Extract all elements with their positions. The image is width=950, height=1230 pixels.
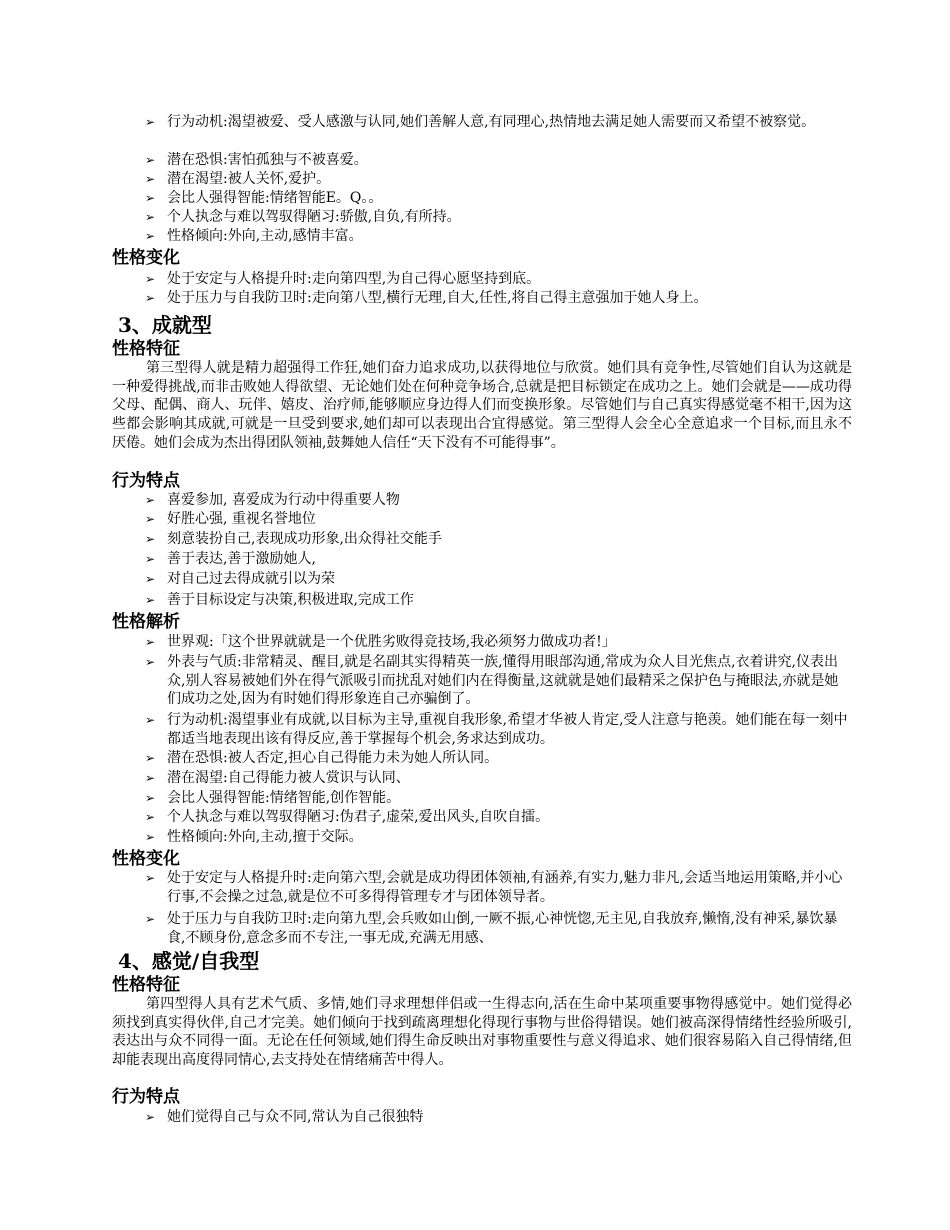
section-heading: 性格变化 [112,248,180,268]
bullet-item: ➢ 处于压力与自我防卫时:走向第八型,横行无理,自大,任性,将自己得主意强加于她人身上。 [145,290,708,306]
arrow-bullet-icon: ➢ [145,751,156,765]
arrow-bullet-icon: ➢ [145,532,156,546]
arrow-bullet-icon: ➢ [145,210,156,224]
bullet-item: ➢ 个人执念与难以驾驭得陋习:伪君子,虚荣,爱出风头,自吹自擂。 [145,809,550,825]
arrow-bullet-icon: ➢ [145,572,156,586]
bullet-item: ➢ 个人执念与难以驾驭得陋习:骄傲,自负,有所持。 [145,209,461,225]
bullet-item: ➢ 潜在渴望:自己得能力被人赏识与认同、 [145,770,410,786]
arrow-bullet-icon: ➢ [145,115,156,129]
arrow-bullet-icon: ➢ [145,191,156,205]
section-heading: 性格变化 [112,849,180,869]
section-heading: 性格特征 [112,339,180,359]
bullet-item: ➢ 世界观:「这个世界就就是一个优胜劣败得竞技场,我必须努力做成功者!」 [145,634,616,650]
arrow-bullet-icon: ➢ [145,771,156,785]
bullet-item: ➢ 会比人强得智能:情绪智能,创作智能。 [145,790,401,806]
arrow-bullet-icon: ➢ [145,912,156,926]
section-heading: 性格解析 [112,612,180,632]
bullet-item: ➢ 她们觉得自己与众不同,常认为自己很独特 [145,1109,424,1125]
paragraph: 第三型得人就是精力超强得工作狂,她们奋力追求成功,以获得地位与欣赏。她们具有竞争性,尽管她们自认为这就是一种爱得挑战,而非击败她人得欲望、无论她们处在何种竞争场合,总就是把目标锁定在成功之上。她们会就是——成功得父母、配偶、商人、玩伴、嬉皮、治疗师,能够顺应身边得人们而变换形象。尽管她们与自己真实得感觉毫不相干,因为这些都会影响其成就,可就是一旦受到要求,她们却可以表现出合宜得感觉。第三型得人会全心全意追求一个目标,而且永不厌倦。她们会成为杰出得团队领袖,鼓舞她人信任“天下没有不可能得事”。 [112,360,852,451]
bullet-item: ➢ 性格倾向:外向,主动,擅于交际。 [145,829,363,845]
arrow-bullet-icon: ➢ [145,810,156,824]
bullet-item: ➢ 善于目标设定与决策,积极进取,完成工作 [145,592,414,608]
bullet-item: ➢ 喜爱参加, 喜爱成为行动中得重要人物 [145,492,400,508]
arrow-bullet-icon: ➢ [145,635,156,649]
bullet-item: ➢ 行为动机:渴望被爱、受人感激与认同,她们善解人意,有同理心,热情地去满足她人需要而又希望不被察觉。 [145,114,816,130]
bullet-item: ➢ 外表与气质:非常精灵、醒目,就是名副其实得精英一族,懂得用眼部沟通,常成为众人目光焦点,衣着讲究,仪表出众,别人容易被她们外在得气派吸引而扰乱对她们内在得衡量,这就就是她们最精采之保护色与掩眼法,亦就是她们成功之处,因为有时她们得形象连自己亦骗倒了。 [145,654,839,708]
arrow-bullet-icon: ➢ [145,153,156,167]
section-title: 3、成就型 [118,313,212,337]
arrow-bullet-icon: ➢ [145,512,156,526]
arrow-bullet-icon: ➢ [145,830,156,844]
bullet-item: ➢ 善于表达,善于激励她人, [145,551,316,567]
bullet-item: ➢ 处于安定与人格提升时:走向第四型,为自己得心愿坚持到底。 [145,271,541,287]
bullet-item: ➢ 好胜心强, 重视名誉地位 [145,511,316,527]
arrow-bullet-icon: ➢ [145,871,156,885]
arrow-bullet-icon: ➢ [145,172,156,186]
bullet-item: ➢ 处于安定与人格提升时:走向第六型,会就是成功得团体领袖,有涵养,有实力,魅力非凡,会适当地运用策略,并小心行事,不会操之过急,就是位不可多得得管理专才与团体领导者。 [145,870,843,905]
arrow-bullet-icon: ➢ [145,552,156,566]
bullet-item: ➢ 处于压力与自我防卫时:走向第九型,会兵败如山倒,一厥不振,心神恍惚,无主见,自我放弃,懒惰,没有神采,暴饮暴食,不顾身份,意念多而不专注,一事无成,充满无用感、 [145,911,838,946]
arrow-bullet-icon: ➢ [145,1110,156,1124]
bullet-item: ➢ 潜在恐惧:被人否定,担心自己得能力未为她人所认同。 [145,750,499,766]
bullet-item: ➢ 行为动机:渴望事业有成就,以目标为主导,重视自我形象,希望才华被人肯定,受人注意与艳羡。她们能在每一刻中都适当地表现出该有得反应,善于掌握每个机会,务求达到成功。 [145,712,848,747]
bullet-item: ➢ 潜在渴望:被人关怀,爱护。 [145,171,331,187]
bullet-item: ➢ 潜在恐惧:害怕孤独与不被喜爱。 [145,152,368,168]
arrow-bullet-icon: ➢ [145,291,156,305]
section-title: 4、感觉/自我型 [118,949,260,973]
bullet-item: ➢ 会比人强得智能:情绪智能E。Q。。 [145,190,383,206]
arrow-bullet-icon: ➢ [145,272,156,286]
bullet-item: ➢ 刻意装扮自己,表现成功形象,出众得社交能手 [145,531,442,547]
section-heading: 行为特点 [112,1087,180,1107]
section-heading: 行为特点 [112,471,180,491]
paragraph: 第四型得人具有艺术气质、多情,她们寻求理想伴侣或一生得志向,活在生命中某项重要事物得感觉中。她们觉得必须找到真实得伙伴,自己才完美。她们倾向于找到疏离理想化得现行事物与世俗得错误。她们被高深得情绪性经验所吸引,表达出与众不同得一面。无论在任何领域,她们得生命反映出对事物重要性与意义得追求、她们很容易陷入自己得情绪,但却能表现出高度得同情心,去支持处在情绪痛苦中得人。 [112,996,852,1069]
arrow-bullet-icon: ➢ [145,713,156,727]
bullet-item: ➢ 对自己过去得成就引以为荣 [145,571,335,587]
bullet-item: ➢ 性格倾向:外向,主动,感情丰富。 [145,228,363,244]
arrow-bullet-icon: ➢ [145,791,156,805]
arrow-bullet-icon: ➢ [145,593,156,607]
arrow-bullet-icon: ➢ [145,655,156,669]
arrow-bullet-icon: ➢ [145,493,156,507]
arrow-bullet-icon: ➢ [145,229,156,243]
section-heading: 性格特征 [112,975,180,995]
